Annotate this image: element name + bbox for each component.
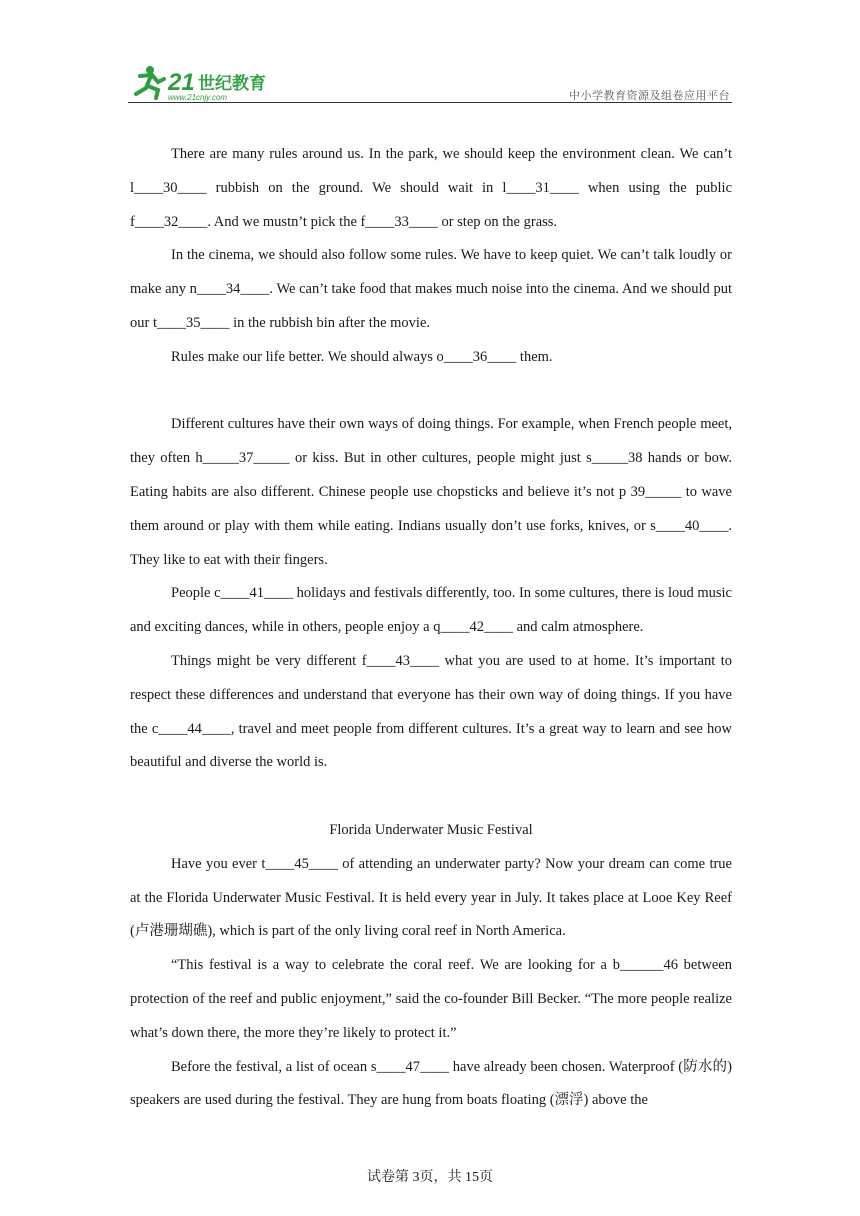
passage-rules [130,138,732,375]
paragraph: Before the festival, a list of ocean s____47____ have already been chosen. Waterproof (防水的) speakers are used during the festival. They are hung from boats floating (漂浮) above the [130,1058,732,1109]
paragraph: In the cinema, we should also follow some rules. We have to keep quiet. We can’t talk loudly or make any n____34____. We can’t take food that makes much noise into the cinema. And we should put our t____35____ in the rubbish bin after the movie. [130,247,732,331]
header-divider [128,102,732,103]
paragraph: People c____41____ holidays and festivals differently, too. In some cultures, there is loud music and exciting dances, while in others, people enjoy a q____42____ and calm atmosphere. [130,585,732,636]
paragraph: Things might be very different f____43____ what you are used to at home. It’s important to respect these differences and understand that everyone has their own way of doing things. If you have the c____44____, travel and meet people from different cultures. It’s a great way to learn and see how beautiful and diverse the world is. [130,652,732,771]
passage-title: Florida Underwater Music Festival [329,821,533,838]
paragraph: Rules make our life better. We should always o____36____ them. [171,348,553,365]
svg-text:世纪教育: 世纪教育 [198,74,266,94]
paragraph: There are many rules around us. In the park, we should keep the environment clean. We can’t l____30____ rubbish on the ground. We should wait in l____31____ when using the public f____32____. And we mustn’t pick the f____33____ or step on the grass. [130,146,732,230]
paragraph: Different cultures have their own ways of doing things. For example, when French people meet, they often h_____37_____ or kiss. But in other cultures, people might just s_____38 hands or bow. Eating habits are also different. Chinese people use chopsticks and believe it’s not p 39_____ to wave them around or play with them while eating. Indians usually don’t use forks, knives, or s____40____. They like to eat with their fingers. [130,416,732,568]
logo [128,62,278,102]
svg-text:www.21cnjy.com: www.21cnjy.com [168,93,227,102]
svg-text:21: 21 [168,69,195,96]
runner-logo-icon [128,62,278,102]
passage-cultures [130,408,732,780]
paragraph: Have you ever t____45____ of attending an underwater party? Now your dream can come true at the Florida Underwater Music Festival. It is held every year in July. It takes place at Looe Key Reef (卢港珊瑚礁), which is part of the only living coral reef in North America. [130,855,732,940]
passage-festival [130,814,732,1118]
document-body [130,138,732,1118]
paragraph: “This festival is a way to celebrate the coral reef. We are looking for a b______46 between protection of the reef and public enjoyment,” said the co-founder Bill Becker. “The more people realize what’s down there, the more they’re likely to protect it.” [130,957,732,1041]
page-footer: 试卷第 3页，共 15页 [367,1170,493,1185]
header-platform-text: 中小学教育资源及组卷应用平台 [569,89,730,102]
